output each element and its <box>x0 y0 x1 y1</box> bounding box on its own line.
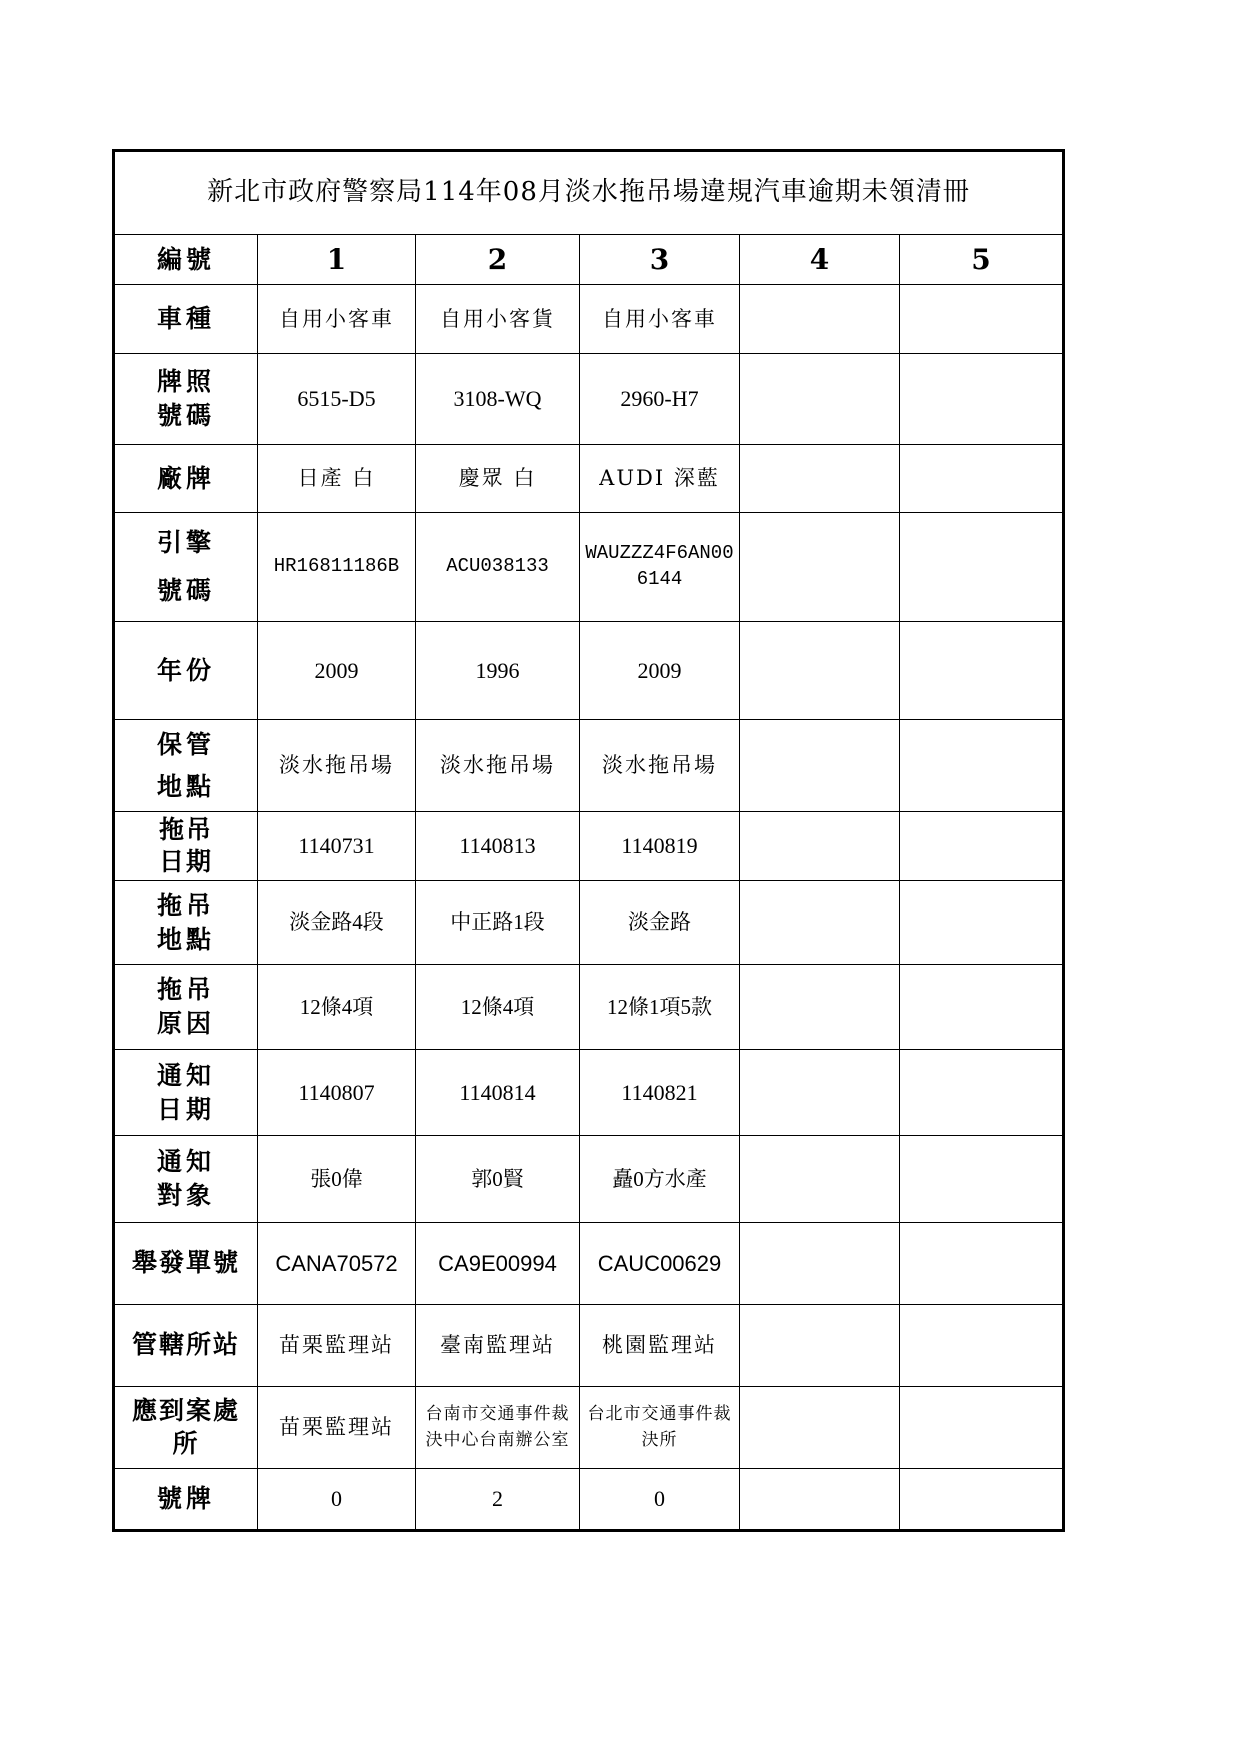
jurisdiction-1: 苗栗監理站 <box>258 1305 416 1387</box>
empty-cell <box>740 965 900 1050</box>
label-plate-line2: 號碼 <box>156 401 215 430</box>
ticket-no-2: CA9E00994 <box>416 1223 580 1305</box>
empty-cell <box>740 1469 900 1531</box>
empty-cell <box>900 812 1064 881</box>
empty-cell <box>900 1223 1064 1305</box>
empty-cell <box>740 1305 900 1387</box>
label-case-office-line2: 所 <box>172 1428 200 1458</box>
empty-cell <box>740 1136 900 1223</box>
label-notice-target-line2: 對象 <box>156 1181 215 1210</box>
tow-reason-3: 12條1項5款 <box>580 965 740 1050</box>
case-office-1: 苗栗監理站 <box>258 1387 416 1469</box>
label-tow-location <box>114 881 258 965</box>
empty-cell <box>900 285 1064 354</box>
notice-date-row <box>114 1050 1064 1136</box>
empty-cell <box>740 1223 900 1305</box>
label-case-office <box>114 1387 258 1469</box>
plates-2: 2 <box>416 1469 580 1531</box>
plates-1: 0 <box>258 1469 416 1531</box>
empty-cell <box>740 812 900 881</box>
plates-row <box>114 1469 1064 1531</box>
plate-3: 2960-H7 <box>580 354 740 445</box>
label-storage <box>114 720 258 812</box>
label-tow-date-line2: 日期 <box>158 847 213 876</box>
label-storage-line2: 地點 <box>156 771 215 801</box>
vehicle-type-3: 自用小客車 <box>580 285 740 354</box>
notice-date-3: 1140821 <box>580 1050 740 1136</box>
label-tow-location-line1: 拖吊 <box>156 890 215 920</box>
ticket-no-1: CANA70572 <box>258 1223 416 1305</box>
year-2: 1996 <box>416 622 580 720</box>
storage-3: 淡水拖吊場 <box>580 720 740 812</box>
title-row <box>114 151 1064 235</box>
ticket-no-3: CAUC00629 <box>580 1223 740 1305</box>
case-office-2: 台南市交通事件裁決中心台南辦公室 <box>416 1387 580 1469</box>
engine-row <box>114 513 1064 622</box>
plates-3: 0 <box>580 1469 740 1531</box>
jurisdiction-3: 桃園監理站 <box>580 1305 740 1387</box>
make-color-1: 日產 白 <box>258 445 416 513</box>
storage-2: 淡水拖吊場 <box>416 720 580 812</box>
column-number-2: 2 <box>416 235 580 285</box>
empty-cell <box>740 1050 900 1136</box>
empty-cell <box>900 622 1064 720</box>
make-color-3: AUDI 深藍 <box>580 445 740 513</box>
label-tow-location-line2: 地點 <box>156 924 215 954</box>
storage-1: 淡水拖吊場 <box>258 720 416 812</box>
label-vehicle-type: 車種 <box>114 285 258 354</box>
tow-date-3: 1140819 <box>580 812 740 881</box>
empty-cell <box>740 285 900 354</box>
empty-cell <box>740 513 900 622</box>
label-engine-line1: 引擎 <box>156 528 215 558</box>
engine-no-1: HR16811186B <box>258 513 416 622</box>
label-plates: 號牌 <box>114 1469 258 1531</box>
case-office-3: 台北市交通事件裁決所 <box>580 1387 740 1469</box>
plate-1: 6515-D5 <box>258 354 416 445</box>
column-number-1: 1 <box>258 235 416 285</box>
tow-location-3: 淡金路 <box>580 881 740 965</box>
storage-row <box>114 720 1064 812</box>
overdue-vehicle-register-table <box>112 149 1065 1532</box>
label-notice-date-line1: 通知 <box>156 1060 215 1090</box>
empty-cell <box>740 720 900 812</box>
empty-cell <box>900 513 1064 622</box>
label-plate-line1: 牌照 <box>156 367 215 397</box>
tow-reason-row <box>114 965 1064 1050</box>
tow-date-row <box>114 812 1064 881</box>
tow-location-1: 淡金路4段 <box>258 881 416 965</box>
notice-date-2: 1140814 <box>416 1050 580 1136</box>
empty-cell <box>900 354 1064 445</box>
notice-date-1: 1140807 <box>258 1050 416 1136</box>
label-tow-date-line1: 拖吊 <box>158 814 213 844</box>
label-notice-target <box>114 1136 258 1223</box>
plate-2: 3108-WQ <box>416 354 580 445</box>
label-engine-line2: 號碼 <box>156 576 215 605</box>
jurisdiction-row <box>114 1305 1064 1387</box>
label-case-office-line1: 應到案處 <box>131 1396 240 1425</box>
number-row <box>114 235 1064 285</box>
label-number: 編號 <box>114 235 258 285</box>
label-storage-line1: 保管 <box>156 729 215 759</box>
empty-cell <box>900 720 1064 812</box>
column-number-5: 5 <box>900 235 1064 285</box>
jurisdiction-2: 臺南監理站 <box>416 1305 580 1387</box>
label-tow-reason <box>114 965 258 1050</box>
plate-row <box>114 354 1064 445</box>
document-title: 新北市政府警察局114年08月淡水拖吊場違規汽車逾期未領清冊 <box>114 151 1064 235</box>
empty-cell <box>740 354 900 445</box>
column-number-4: 4 <box>740 235 900 285</box>
label-ticket-no: 舉發單號 <box>114 1223 258 1305</box>
tow-reason-2: 12條4項 <box>416 965 580 1050</box>
case-office-row <box>114 1387 1064 1469</box>
empty-cell <box>740 445 900 513</box>
tow-date-2: 1140813 <box>416 812 580 881</box>
empty-cell <box>740 1387 900 1469</box>
year-1: 2009 <box>258 622 416 720</box>
tow-reason-1: 12條4項 <box>258 965 416 1050</box>
empty-cell <box>900 1469 1064 1531</box>
empty-cell <box>900 1136 1064 1223</box>
empty-cell <box>740 881 900 965</box>
label-tow-reason-line2: 原因 <box>156 1009 215 1038</box>
year-3: 2009 <box>580 622 740 720</box>
make-color-2: 慶眾 白 <box>416 445 580 513</box>
ticket-row <box>114 1223 1064 1305</box>
vehicle-type-row <box>114 285 1064 354</box>
engine-no-2: ACU038133 <box>416 513 580 622</box>
label-notice-date-line2: 日期 <box>156 1094 215 1124</box>
notice-target-row <box>114 1136 1064 1223</box>
label-jurisdiction: 管轄所站 <box>114 1305 258 1387</box>
year-row <box>114 622 1064 720</box>
label-year: 年份 <box>114 622 258 720</box>
vehicle-type-1: 自用小客車 <box>258 285 416 354</box>
vehicle-type-2: 自用小客貨 <box>416 285 580 354</box>
tow-location-row <box>114 881 1064 965</box>
empty-cell <box>900 445 1064 513</box>
label-make-color: 廠牌 <box>114 445 258 513</box>
label-engine <box>114 513 258 622</box>
notice-target-3: 矗0方水產 <box>580 1136 740 1223</box>
label-tow-date <box>114 812 258 881</box>
label-notice-target-line1: 通知 <box>156 1147 215 1177</box>
engine-no-3: WAUZZZ4F6AN006144 <box>580 513 740 622</box>
notice-target-1: 張0偉 <box>258 1136 416 1223</box>
empty-cell <box>900 1305 1064 1387</box>
label-tow-reason-line1: 拖吊 <box>156 975 215 1005</box>
label-plate <box>114 354 258 445</box>
tow-date-1: 1140731 <box>258 812 416 881</box>
empty-cell <box>900 1387 1064 1469</box>
empty-cell <box>740 622 900 720</box>
empty-cell <box>900 965 1064 1050</box>
label-notice-date <box>114 1050 258 1136</box>
empty-cell <box>900 881 1064 965</box>
empty-cell <box>900 1050 1064 1136</box>
column-number-3: 3 <box>580 235 740 285</box>
tow-location-2: 中正路1段 <box>416 881 580 965</box>
make-color-row <box>114 445 1064 513</box>
notice-target-2: 郭0賢 <box>416 1136 580 1223</box>
